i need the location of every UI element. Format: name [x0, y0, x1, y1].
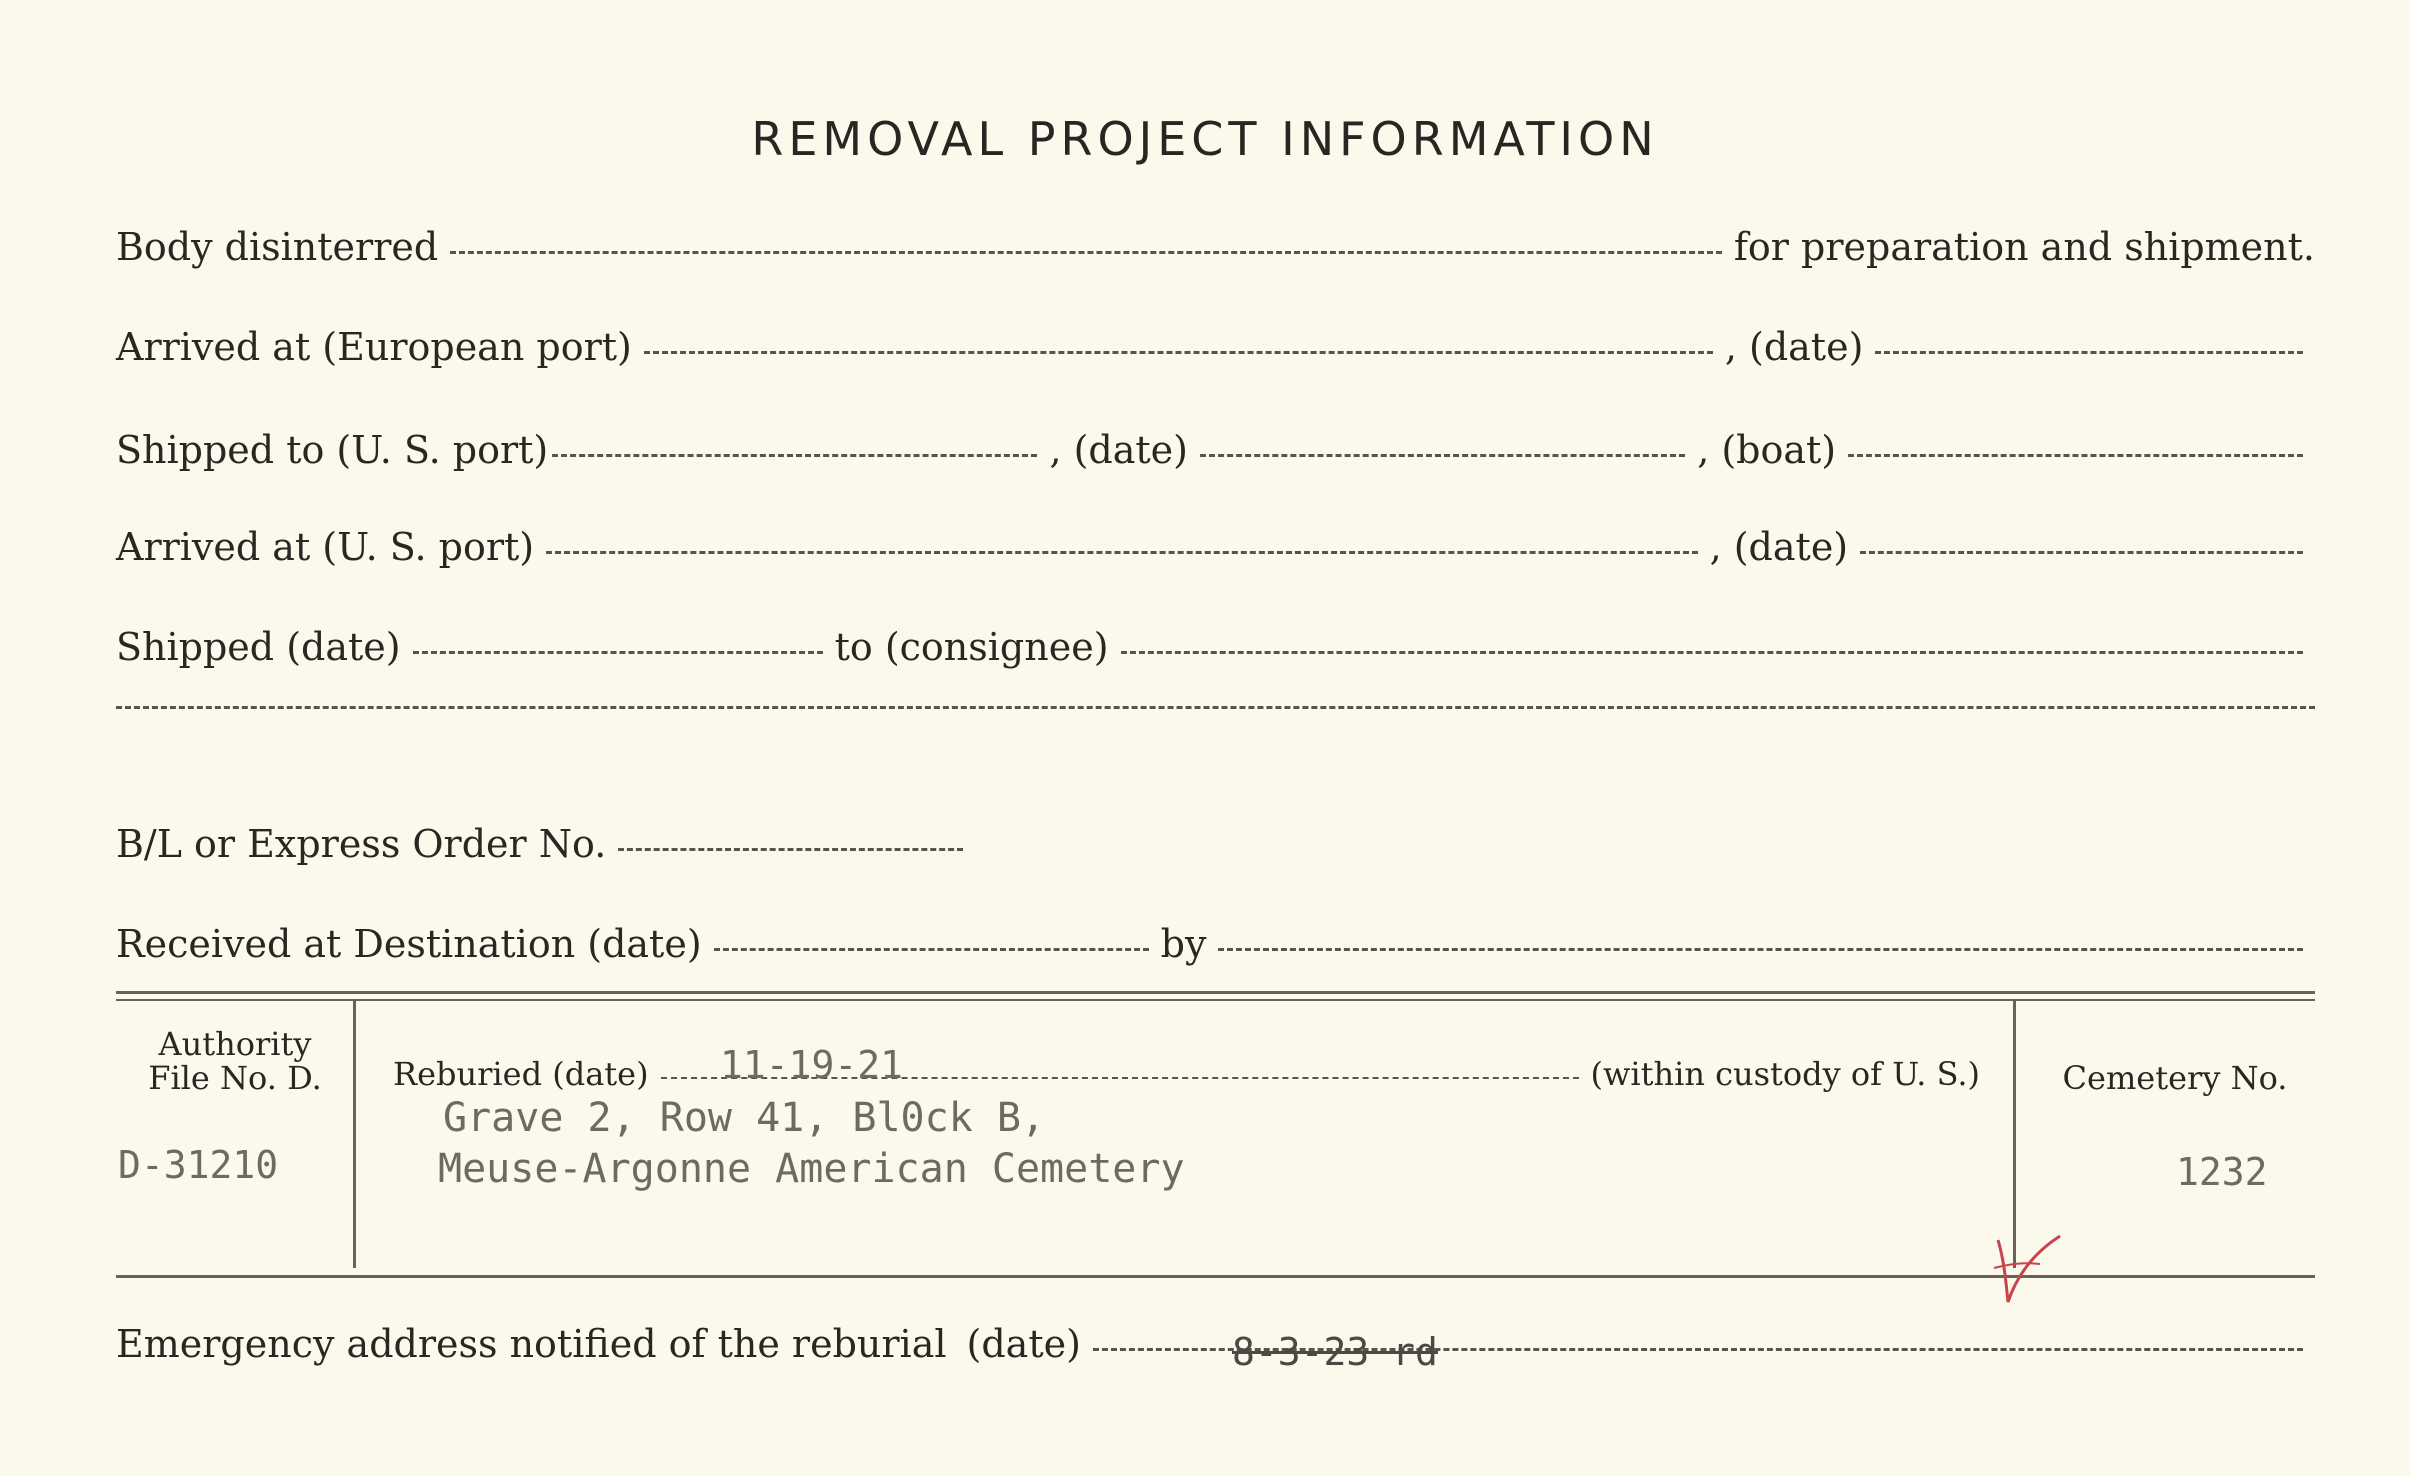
row-reburied [393, 1055, 1980, 1093]
arrived-us-label: Arrived at (U. S. port) [116, 525, 535, 569]
row-bl-order [116, 822, 2315, 866]
shipped-date-field[interactable] [413, 651, 823, 654]
authority-label-line2: File No. D. [148, 1058, 322, 1097]
row-arrived-european [116, 325, 2315, 369]
us-port-field[interactable] [552, 454, 1037, 457]
reburied-date-value: 11-19-21 [720, 1043, 904, 1087]
european-port-field[interactable] [644, 351, 1713, 354]
authority-file-value: D-31210 [118, 1143, 279, 1187]
shipped-us-date-label: , (date) [1049, 428, 1188, 472]
red-check-mark-icon [1990, 1228, 2070, 1308]
row-consignee-continued [116, 712, 2315, 715]
received-by-field[interactable] [1218, 948, 2303, 951]
body-disinterred-field[interactable] [450, 251, 1722, 254]
row-received [116, 922, 2315, 966]
grave-location-line2: Meuse-Argonne American Cemetery [438, 1146, 1185, 1192]
box-top-rule-inner [116, 999, 2315, 1001]
boat-field[interactable] [1848, 454, 2303, 457]
arrived-us-date-field[interactable] [1860, 551, 2303, 554]
grave-location-line1: Grave 2, Row 41, Bl0ck B, [443, 1095, 1046, 1141]
row-arrived-us [116, 525, 2315, 569]
custody-label: (within custody of U. S.) [1590, 1055, 1980, 1093]
arrived-us-port-field[interactable] [546, 551, 1697, 554]
reburied-label: Reburied (date) [393, 1055, 649, 1093]
consignee-field[interactable] [1121, 651, 2303, 654]
body-disinterred-suffix: for preparation and shipment. [1733, 225, 2315, 269]
authority-label-line1: Authority [158, 1025, 312, 1063]
arrived-us-date-label: , (date) [1709, 525, 1849, 569]
received-label: Received at Destination (date) [116, 922, 702, 966]
consignee-continued-field[interactable] [116, 706, 2315, 709]
row-shipped-date [116, 625, 2315, 669]
shipped-us-boat-label: , (boat) [1697, 428, 1837, 472]
shipped-us-date-field[interactable] [1200, 454, 1685, 457]
cemetery-number-value: 1232 [2176, 1150, 2268, 1194]
row-body-disinterred [116, 225, 2315, 269]
body-disinterred-label: Body disinterred [116, 225, 439, 269]
shipped-date-label: Shipped (date) [116, 625, 401, 669]
emergency-date-value: 8-3-23 rd [1232, 1330, 1438, 1374]
emergency-label: Emergency address notified of the reburial [116, 1322, 947, 1366]
bl-order-label: B/L or Express Order No. [116, 822, 607, 866]
bl-order-field[interactable] [618, 848, 963, 851]
box-bottom-rule [116, 1275, 2315, 1278]
cemetery-label: Cemetery No. [2062, 1059, 2288, 1097]
authority-label [116, 1025, 354, 1097]
card-title: REMOVAL PROJECT INFORMATION [751, 112, 1659, 166]
received-date-field[interactable] [714, 948, 1149, 951]
arrived-european-date-label: , (date) [1724, 325, 1864, 369]
row-shipped-us [116, 428, 2315, 472]
consignee-label: to (consignee) [834, 625, 1109, 669]
box-top-rule [116, 991, 2315, 994]
received-by-label: by [1160, 922, 1207, 966]
shipped-us-label: Shipped to (U. S. port) [116, 428, 549, 472]
arrived-european-label: Arrived at (European port) [116, 325, 632, 369]
arrived-european-date-field[interactable] [1875, 351, 2303, 354]
emergency-date-label: (date) [966, 1322, 1081, 1366]
row-emergency [116, 1322, 2315, 1366]
